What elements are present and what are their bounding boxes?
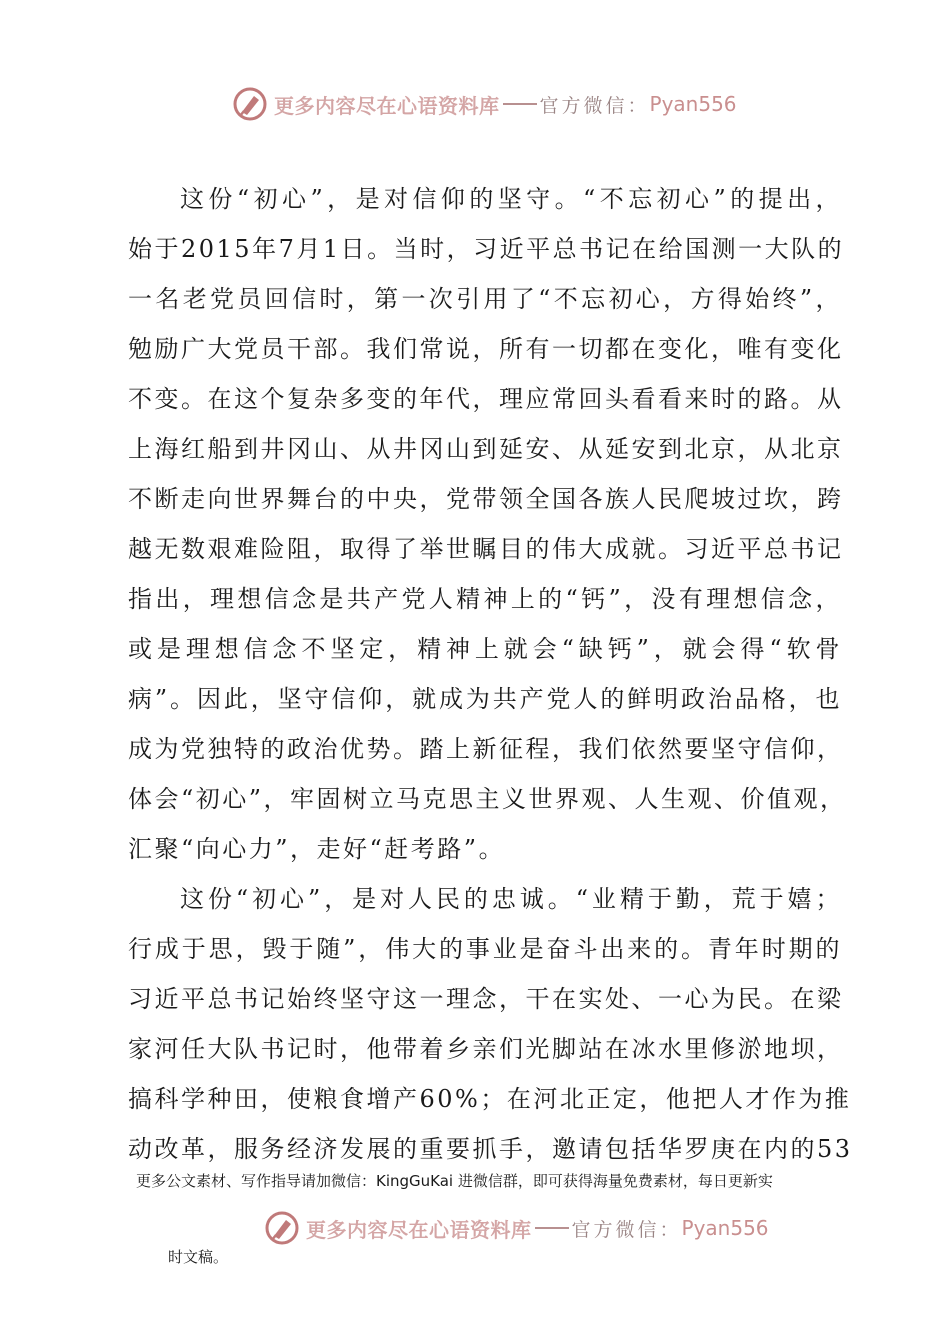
pen-nib-logo-icon (232, 86, 268, 122)
text-line: 不变。在这个复杂多变的年代，理应常回头看看来时的路。从 (128, 385, 844, 413)
text-line: 行成于思，毁于随”，伟大的事业是奋斗出来的。青年时期的 (128, 935, 842, 963)
text-line: 不断走向世界舞台的中央，党带领全国各族人民爬坡过坎，跨 (128, 485, 844, 513)
text-line: 一名老党员回信时，第一次引用了“不忘初心，方得始终”， (128, 285, 842, 313)
text-line: 这份“初心”，是对信仰的坚守。“不忘初心”的提出， (180, 185, 842, 213)
text-line: 病”。因此，坚守信仰，就成为共产党人的鲜明政治品格，也 (128, 685, 842, 713)
text-line: 习近平总书记始终坚守这一理念，干在实处、一心为民。在梁 (128, 985, 844, 1013)
watermark-wechat-id: Pyan556 (649, 92, 737, 116)
footer-promo-text: 更多公文素材、写作指导请加微信：KingGuKai 进微信群，即可获得海量免费素材，每日更新实 (136, 1172, 773, 1190)
text-line: 汇聚“向心力”，走好“赶考路”。 (128, 835, 506, 863)
text-line: 搞科学种田，使粮食增产60%；在河北正定，他把人才作为推 (128, 1085, 852, 1113)
text-line: 指出，理想信念是共产党人精神上的“钙”，没有理想信念， (128, 585, 842, 613)
watermark-dash (503, 103, 537, 105)
text-line: 体会“初心”，牢固树立马克思主义世界观、人生观、价值观， (128, 785, 847, 813)
document-body (128, 174, 853, 1174)
paragraph (128, 874, 853, 1174)
footer-promo-text-continued: 时文稿。 (168, 1248, 229, 1266)
text-line: 越无数艰难险阻，取得了举世瞩目的伟大成就。习近平总书记 (128, 535, 844, 563)
top-watermark (232, 84, 737, 124)
watermark-official-label: 官方微信： (571, 1218, 682, 1241)
text-line: 或是理想信念不坚定，精神上就会“缺钙”，就会得“软骨 (128, 635, 842, 663)
text-line: 勉励广大党员干部。我们常说，所有一切都在变化，唯有变化 (128, 335, 844, 363)
text-line: 这份“初心”，是对人民的忠诚。“业精于勤，荒于嬉； (180, 885, 842, 913)
watermark-brand-text: 更多内容尽在心语资料库 (306, 1217, 532, 1242)
text-line: 成为党独特的政治优势。踏上新征程，我们依然要坚守信仰， (128, 735, 844, 763)
text-line: 家河任大队书记时，他带着乡亲们光脚站在冰水里修淤地坝， (128, 1035, 844, 1063)
watermark-dash (535, 1227, 569, 1229)
watermark-official-label: 官方微信： (539, 94, 650, 117)
paragraph (128, 174, 847, 874)
bottom-watermark (264, 1208, 769, 1248)
pen-nib-logo-icon (264, 1210, 300, 1246)
text-line: 动改革，服务经济发展的重要抓手，邀请包括华罗庚在内的53 (128, 1135, 853, 1163)
watermark-wechat-id: Pyan556 (681, 1216, 769, 1240)
watermark-brand-text: 更多内容尽在心语资料库 (274, 93, 500, 118)
text-line: 始于2015年7月1日。当时，习近平总书记在给国测一大队的 (128, 235, 845, 263)
text-line: 上海红船到井冈山、从井冈山到延安、从延安到北京，从北京 (128, 435, 844, 463)
